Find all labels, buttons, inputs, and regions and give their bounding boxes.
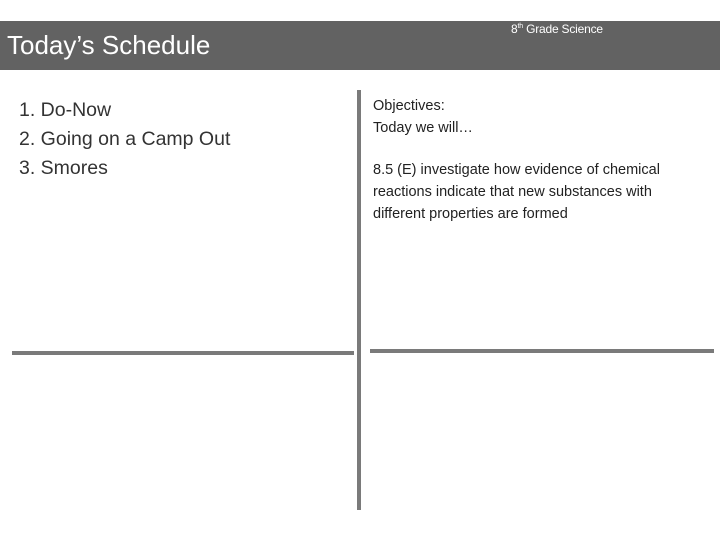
grade-number: 8 [511, 22, 518, 36]
vertical-divider [357, 90, 361, 510]
horizontal-divider-left [12, 351, 354, 355]
horizontal-divider-right [370, 349, 714, 353]
objectives-block [373, 96, 708, 139]
objectives-heading: Objectives: [373, 98, 445, 114]
page-title: Today’s Schedule [7, 30, 211, 60]
grade-label [511, 22, 603, 36]
schedule-item-camp-out: 2. Going on a Camp Out [19, 128, 231, 150]
grade-subject: Grade Science [522, 22, 603, 36]
schedule-list [19, 96, 230, 183]
objectives-intro: Today we will… [373, 119, 473, 136]
schedule-item-do-now: 1. Do-Now [19, 99, 112, 121]
objective-standard: 8.5 (E) investigate how evidence of chemical reactions indicate that new substances with different properties are formed [373, 162, 660, 222]
grade-suffix: th [517, 23, 523, 30]
schedule-item-smores: 3. Smores [19, 157, 108, 179]
